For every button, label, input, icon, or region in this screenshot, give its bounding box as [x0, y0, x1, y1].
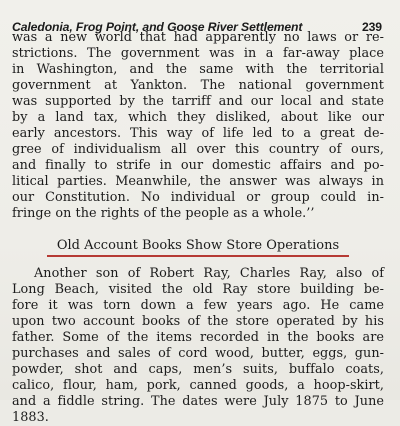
text-line: Long Beach, visited the old Ray store building be-	[12, 282, 384, 297]
text-line: powder, shot and caps, men’s suits, buffalo coats,	[12, 362, 384, 377]
text-line: fore it was torn down a few years ago. He came	[12, 298, 384, 313]
text-line: gree of individualism all over this country of ours,	[12, 142, 384, 157]
text-line: calico, flour, ham, pork, canned goods, a hoop-skirt,	[12, 378, 384, 393]
text-line: and a fiddle string. The dates were July 1875 to June	[12, 394, 384, 409]
text-line: government at Yankton. The national government	[12, 78, 384, 93]
text-line-last: 1883.	[12, 410, 49, 425]
text-line: strictions. The government was in a far-away place	[12, 46, 384, 61]
paragraph-account-books	[12, 266, 384, 426]
text-line: and finally to strife in our domestic affairs and po-	[12, 158, 384, 173]
text-line-last: fringe on the rights of the people as a whole.’’	[12, 206, 315, 221]
text-line: was a new world that had apparently no laws or re-	[12, 30, 384, 45]
running-title: Caledonia, Frog Point, and Goose River Settlement	[12, 20, 303, 34]
text-line: our Constitution. No individual or group could in-	[12, 190, 384, 205]
text-line: was supported by the tarriff and our local and state	[12, 94, 384, 109]
text-line: litical parties. Meanwhile, the answer was always in	[12, 174, 384, 189]
page-number: 239	[361, 20, 382, 34]
text-line: early ancestors. This way of life led to a great de-	[12, 126, 384, 141]
text-line: in Washington, and the same with the territorial	[12, 62, 384, 77]
section-heading	[12, 234, 384, 254]
running-head	[12, 0, 382, 34]
section-heading-text: Old Account Books Show Store Operations	[47, 238, 349, 257]
text-line: upon two account books of the store operated by his	[12, 314, 384, 329]
text-line: father. Some of the items recorded in the books are	[12, 330, 384, 345]
text-line: purchases and sales of cord wood, butter, eggs, gun-	[12, 346, 384, 361]
text-line-first: Another son of Robert Ray, Charles Ray, also of	[34, 266, 384, 281]
paragraph-continued	[12, 30, 384, 222]
text-line: by a land tax, which they disliked, about like our	[12, 110, 384, 125]
